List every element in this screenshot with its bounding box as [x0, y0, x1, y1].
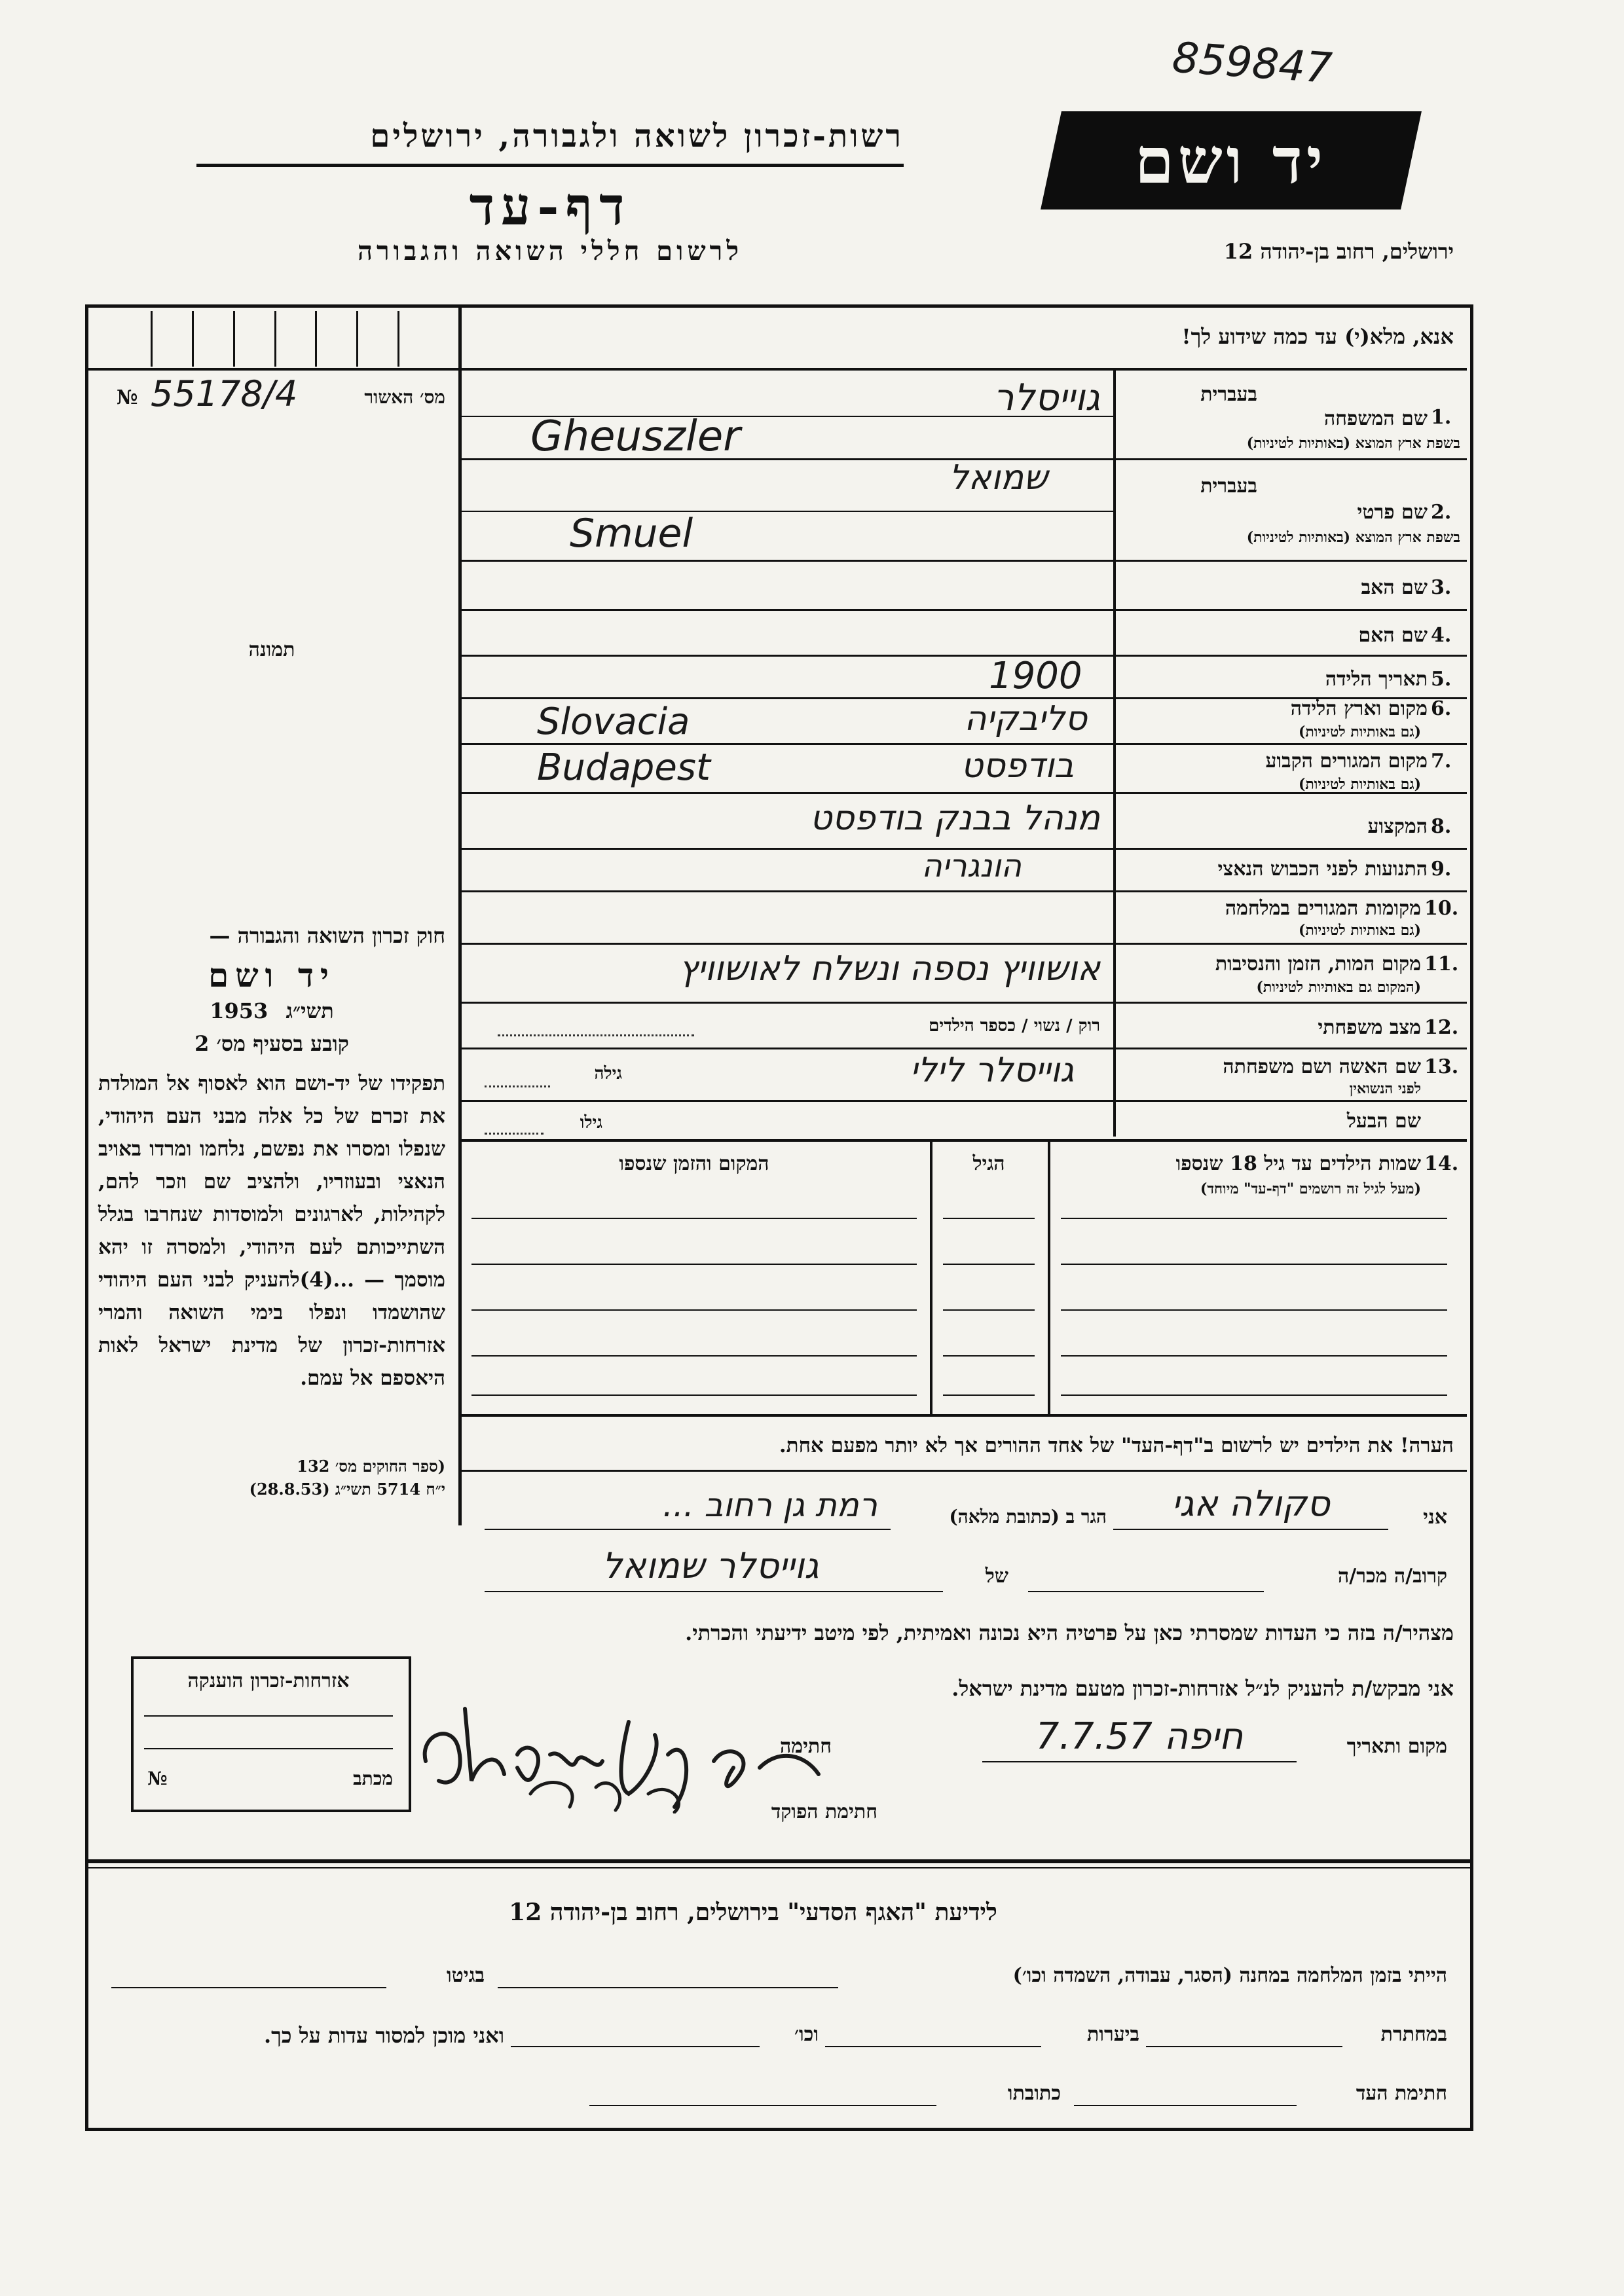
children-table-bottom — [458, 1414, 1467, 1417]
citizenship-line — [144, 1748, 393, 1749]
row-line — [458, 943, 1467, 945]
child-row-line — [1061, 1355, 1447, 1357]
child-row-line — [943, 1218, 1035, 1219]
children-col-place: המקום והזמן שנספו — [619, 1152, 769, 1175]
bottom-fill — [589, 2105, 936, 2106]
field-9-value: הונגריה — [921, 848, 1022, 884]
field-7-number: 7. — [1431, 750, 1452, 773]
field-4-number: 4. — [1431, 624, 1452, 647]
officer-signature-label: חתימת הפוקד — [771, 1800, 877, 1823]
row-line — [458, 1048, 1467, 1049]
bottom-heading: לידיעת "האגף הסדעי" בירושלים, רחוב בן-יהודה 12 — [509, 1899, 997, 1926]
law-year — [98, 998, 445, 1023]
declarant-address: רמת גן רחוב ... — [662, 1486, 877, 1524]
declarant-relation-of: גוייסלר שמואל — [602, 1545, 819, 1586]
form-subtitle: לרשום חללי השואה והגבורה — [357, 236, 743, 266]
wife-age-label: גילה — [594, 1064, 622, 1084]
child-row-line — [471, 1309, 917, 1311]
photo-label: תמונה — [248, 638, 295, 661]
bottom-line2-c: וכו׳ — [794, 2023, 819, 2046]
law-ref-2: י״ח 5714 תשי״ג (28.8.53) — [249, 1480, 445, 1499]
bottom-fill — [511, 2046, 760, 2047]
bottom-line1-a: הייתי בזמן המלחמה במחנה (הסגר, עבודה, השמדה וכו׳) — [1012, 1964, 1447, 1987]
child-row-line — [1061, 1394, 1447, 1396]
field-1-number: 1. — [1431, 406, 1452, 429]
field-13-label: שם האשה ושם משפחתה — [1223, 1055, 1421, 1078]
field-2-value: Smuel — [570, 511, 693, 556]
logo-text: יד ושם — [1135, 123, 1327, 198]
child-row-line — [471, 1394, 917, 1396]
relation-of-line — [485, 1591, 943, 1592]
field-11-value: אושוויץ נספה ונשלח לאושוויץ — [678, 949, 1100, 989]
field-2-number: 2. — [1431, 501, 1452, 524]
field-11-label: מקום המות, הזמן והנסיבות — [1215, 953, 1421, 975]
child-row-line — [943, 1355, 1035, 1357]
declarant-address-line — [485, 1529, 891, 1530]
header-address: ירושלים, רחוב בן-יהודה 12 — [1223, 239, 1454, 264]
field-2-label: שם פרטי — [1357, 501, 1428, 524]
place-date-value: חיפה 7.7.57 — [1035, 1715, 1244, 1758]
field-7-value: Budapest — [537, 746, 710, 789]
children-note: הערה! את הילדים יש לרשום ב"דף-העד" של אחד ההורים אך לא יותר מפעם אחת. — [779, 1434, 1454, 1457]
law-year-hebrew: תשי״ג — [286, 998, 334, 1023]
law-ref-1: (ספר החוקים מס׳ 132 — [297, 1457, 445, 1476]
declarant-name: סקולה אגי — [1172, 1483, 1330, 1524]
child-row-line — [1061, 1309, 1447, 1311]
law-name: יד ושם — [208, 956, 335, 994]
field-8-value: מנהל בבנק בודפסט — [809, 799, 1100, 838]
field-11-sub: (המקום גם באותיות לטיניות) — [1256, 979, 1421, 996]
bottom-divider-2 — [85, 1867, 1470, 1868]
place-date-label: מקום ותאריך — [1346, 1735, 1447, 1758]
field-2-hebrew-tag: בעברית — [1200, 475, 1257, 498]
field-6-label: מקום וארץ הלידה — [1290, 697, 1428, 720]
row-line — [458, 609, 1467, 611]
field-10-number: 10. — [1424, 897, 1459, 920]
field-6-value-hebrew: סליבקיה — [964, 699, 1087, 738]
children-col-divider-1 — [1048, 1140, 1050, 1415]
husband-age-label: גילו — [580, 1113, 602, 1133]
row-line — [458, 1100, 1467, 1102]
authority-underline — [196, 164, 904, 167]
field-12-number: 12. — [1424, 1016, 1459, 1039]
bottom-line1-b: בגיטו — [446, 1964, 485, 1987]
field-6-number: 6. — [1431, 697, 1452, 720]
field-5-value: 1900 — [989, 655, 1082, 697]
catalog-number: 859847 — [1170, 33, 1334, 94]
field-husband-label: שם הבעל — [1346, 1110, 1421, 1133]
marital-dotline — [498, 1034, 694, 1036]
row-line — [458, 890, 1467, 892]
child-row-line — [471, 1264, 917, 1265]
child-row-line — [943, 1264, 1035, 1265]
child-row-line — [471, 1355, 917, 1357]
child-row-line — [471, 1218, 917, 1219]
field-8-number: 8. — [1431, 815, 1452, 838]
bottom-divider — [85, 1859, 1470, 1863]
field-5-number: 5. — [1431, 668, 1452, 691]
field-13-sub: לפני הנשואין — [1349, 1080, 1421, 1097]
field-4-label: שם האם — [1358, 624, 1428, 647]
row-line — [458, 560, 1467, 562]
field-1-label: שם המשפחה — [1323, 407, 1428, 430]
bottom-line3-b: כתובתו — [1007, 2082, 1061, 2105]
citizenship-line — [144, 1715, 393, 1717]
row-line — [458, 743, 1467, 745]
yad-vashem-logo — [1041, 111, 1422, 210]
field-13-value: גוייסלר לילי — [910, 1051, 1074, 1090]
children-col-divider-2 — [930, 1140, 932, 1415]
wife-age-dotline — [485, 1085, 550, 1087]
row-line — [458, 1002, 1467, 1004]
declarant-address-label: הגר ב (כתובת מלאה) — [949, 1506, 1107, 1527]
form-title: דף-עד — [469, 175, 631, 237]
bottom-line2-a: במחתרת — [1380, 2023, 1447, 2046]
children-table-top — [458, 1139, 1467, 1142]
approval-prefix: № — [117, 386, 138, 409]
field-3-label: שם האב — [1361, 576, 1428, 599]
bottom-fill — [498, 1987, 838, 1988]
field-2-sub: בשפת ארץ המוצא (באותיות לטיניות) — [1246, 529, 1460, 546]
id-boxes — [111, 311, 439, 367]
field-12-label: מצב משפחתי — [1318, 1016, 1421, 1039]
declarant-of-label: של — [985, 1565, 1008, 1588]
bottom-fill — [1146, 2046, 1342, 2047]
authority-title: רשות-זכרון לשואה ולגבורה, ירושלים — [370, 118, 904, 155]
field-9-label: התנועות לפני הכבוש הנאצי — [1217, 858, 1428, 881]
bottom-fill — [111, 1987, 386, 1988]
field-2-value-hebrew: שמואל — [949, 458, 1048, 498]
declarant-statement: מצהיר/ה בזה כי העדות שמסרתי כאן על פרטיה היא נכונה ואמיתית, לפי מיטב ידיעתי והכרתי. — [685, 1620, 1454, 1645]
children-number: 14. — [1424, 1152, 1459, 1175]
bottom-line2-b: ביערות — [1086, 2023, 1139, 2046]
field-1-value: Gheuszler — [530, 412, 741, 461]
children-sub: (מעל לגיל זה רושמים "דף-עד" מיוחד) — [1200, 1180, 1421, 1197]
law-title: חוק זכרון השואה והגבורה — — [209, 923, 445, 948]
field-10-sub: (גם באותיות לטיניות) — [1298, 922, 1421, 939]
field-7-label: מקום המגורים הקבוע — [1265, 750, 1428, 773]
law-year-gregorian: 1953 — [210, 998, 268, 1023]
declarant-i-label: אני — [1423, 1506, 1447, 1529]
relation-line — [1028, 1591, 1264, 1592]
bottom-fill — [825, 2046, 1041, 2047]
field-8-label: המקצוע — [1367, 815, 1428, 838]
instructions: אנא, מלא(י) עד כמה שידוע לך! — [1181, 324, 1454, 349]
law-body: תפקידו של יד-ושם הוא לאסוף אל המולדת את זכרם של כל אלה מבני העם היהודי, שנפלו ומסרו את נפשם, נלחמו ומרדו באויב הנאצי ובעוזריו, ולהציב שם וזכר להם, לקהילות, לארגונים ולמוסדות שנחרבו בגלל השתייכותם לעם היהודי, ולמסרה זו יהא מוסמך — ...(4)להעניק לבני העם היהודי שהושמדו ונפלו בימי השואה והמרי אזרחות-זכרון של מדינת ישראל לאות היאספם אל עמם. — [98, 1072, 445, 1390]
approval-number: 55178/4 — [151, 373, 298, 414]
bottom-line2-d: ואני מוכן למסור עדות על כך. — [263, 2023, 504, 2048]
husband-age-dotline — [485, 1133, 544, 1135]
field-1-sub: בשפת ארץ המוצא (באותיות לטיניות) — [1246, 435, 1460, 452]
field-10-label: מקומות המגורים במלחמה — [1225, 897, 1421, 920]
child-row-line — [943, 1394, 1035, 1396]
law-clause: קובע בסעיף מס׳ 2 — [194, 1031, 349, 1056]
declarant-request: אני מבקש/ת להעניק לנ״ל אזרחות-זכרון מטעם מדינת ישראל. — [951, 1676, 1454, 1701]
children-col-age: הגיל — [972, 1152, 1005, 1175]
field-7-sub: (גם באותיות לטיניות) — [1298, 776, 1421, 793]
signature-label: חתימה — [780, 1735, 832, 1758]
declarant-relation-label: קרוב/ה מכר/ה — [1338, 1565, 1447, 1588]
field-3-number: 3. — [1431, 576, 1452, 599]
row-subline — [458, 511, 1113, 512]
field-6-value: Slovacia — [537, 701, 690, 743]
signature-mark — [413, 1683, 845, 1813]
citizenship-title: אזרחות-זכרון הוענקה — [187, 1669, 350, 1692]
field-1-hebrew-tag: בעברית — [1200, 383, 1257, 406]
bottom-line3-a: חתימת העד — [1356, 2082, 1447, 2105]
citizenship-cert-label: מכתב — [353, 1768, 393, 1789]
field-5-label: תאריך הלידה — [1325, 668, 1428, 691]
children-label: שמות הילדים עד גיל 18 שנספו — [1175, 1152, 1421, 1175]
field-13-number: 13. — [1424, 1055, 1459, 1078]
citizenship-no-label: № — [147, 1768, 168, 1789]
approval-label: מס׳ האשור — [364, 386, 445, 408]
label-column-divider — [1113, 371, 1116, 1137]
row-line — [458, 655, 1467, 657]
place-date-line — [982, 1761, 1297, 1762]
id-boxes-bottom — [88, 368, 458, 371]
declarant-name-line — [1113, 1529, 1388, 1530]
marital-options: רוק / נשוי / כספר הילדים — [929, 1016, 1100, 1036]
field-6-sub: (גם באותיות לטיניות) — [1298, 723, 1421, 740]
child-row-line — [943, 1309, 1035, 1311]
field-9-number: 9. — [1431, 858, 1452, 881]
field-7-value-hebrew: בודפסט — [961, 746, 1074, 786]
field-1-value-hebrew: גוייסלר — [993, 376, 1100, 419]
bottom-fill — [1074, 2105, 1297, 2106]
note-underline — [458, 1470, 1467, 1472]
field-11-number: 11. — [1424, 953, 1459, 975]
child-row-line — [1061, 1264, 1447, 1265]
child-row-line — [1061, 1218, 1447, 1219]
instructions-underline — [458, 368, 1467, 371]
left-column-divider — [458, 308, 462, 1525]
